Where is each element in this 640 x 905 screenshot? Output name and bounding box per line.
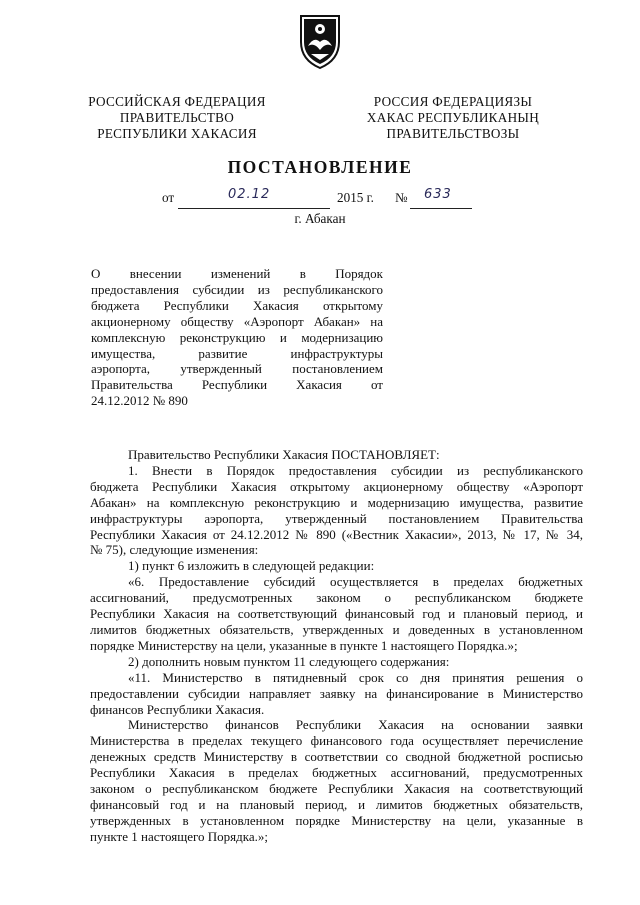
body-line: утвержденных в установленном порядке Министерству на цели, указанные в (90, 812, 583, 828)
body-line: законом о республиканском бюджете Республики Хакасия на соответствующий (90, 781, 583, 797)
body-line: № 75), следующие изменения: (90, 542, 259, 558)
body-line: «6. Предоставление субсидий осуществляется в пределах бюджетных (128, 574, 583, 590)
header-right-line: ХАКАС РЕСПУБЛИКАНЫҢ (366, 110, 540, 125)
body-line: Республики Хакасия от 24.12.2012 № 890 («Вестник Хакасии», 2013, № 17, № 34, (90, 526, 583, 542)
subject-line: аэропорта, утвержденный постановлением (91, 361, 383, 377)
number-sign: № (395, 190, 408, 205)
body-text (90, 447, 583, 845)
body-line: «11. Министерство в пятидневный срок со дня принятия решения о (128, 669, 583, 685)
body-line: Республики Хакасия в пределах бюджетных ассигнований, предусмотренных (90, 765, 583, 781)
coat-of-arms-emblem (297, 12, 343, 70)
header-left-block (72, 94, 282, 142)
header-right-line: ПРАВИТЕЛЬСТВОЗЫ (386, 126, 520, 141)
body-line: предоставлении субсидии направляет заявку на финансирование в Министерство (90, 685, 583, 701)
body-line: 1. Внести в Порядок предоставления субсидии из республиканского (128, 462, 583, 478)
body-line: финансовый год и на плановый период, и лимитов бюджетных обязательств, (90, 796, 583, 812)
subject-line: 24.12.2012 № 890 (91, 393, 188, 409)
body-line: денежных средств Министерству в соответствии со сводной бюджетной росписью (90, 749, 583, 765)
body-line: лимитов бюджетных обязательств, утвержденных и доведенных в установленном (90, 621, 583, 637)
header-left-line: РОССИЙСКАЯ ФЕДЕРАЦИЯ (88, 94, 266, 109)
body-line: Правительство Республики Хакасия ПОСТАНОВЛЯЕТ: (128, 447, 440, 462)
body-line: 1) пункт 6 изложить в следующей редакции: (128, 558, 375, 574)
subject-line: акционерному обществу «Аэропорт Абакан» на (91, 313, 383, 329)
subject-line: предоставления субсидии из республиканского (91, 281, 383, 297)
date-prefix: от (162, 190, 175, 205)
body-line: ассигнований, предусмотренных законом о республиканском бюджете (90, 590, 583, 606)
subject-line: бюджета Республики Хакасия открытому (91, 297, 383, 313)
header-right-block (348, 94, 558, 142)
body-line: порядке Министерству на цели, указанные в пункте 1 настоящего Порядка.»; (90, 637, 518, 653)
body-line: Министерства в пределах текущего финансового года осуществляет перечисление (90, 733, 583, 749)
year-label: 2015 г. (337, 190, 374, 205)
body-line: Абакан» на комплексную реконструкцию и модернизацию имущества, развитие (90, 494, 583, 510)
document-title: ПОСТАНОВЛЕНИЕ (227, 157, 413, 177)
subject-line: О внесении изменений в Порядок (91, 266, 383, 281)
subject-line: имущества, развитие инфраструктуры (91, 345, 383, 361)
handwritten-date: 02.12 (228, 187, 271, 202)
body-line: 2) дополнить новым пунктом 11 следующего содержания: (128, 653, 450, 669)
body-line: бюджета Республики Хакасия открытому акционерному обществу «Аэропорт (90, 478, 583, 494)
header-left-line: ПРАВИТЕЛЬСТВО (119, 110, 235, 125)
header-left-line: РЕСПУБЛИКИ ХАКАСИЯ (97, 126, 257, 141)
body-line: пункте 1 настоящего Порядка.»; (90, 828, 269, 844)
city-label: г. Абакан (294, 211, 346, 226)
header-right-line: РОССИЯ ФЕДЕРАЦИЯЗЫ (373, 94, 533, 109)
subject-line: Правительства Республики Хакасия от (91, 377, 383, 393)
body-line: финансов Республики Хакасия. (90, 701, 265, 717)
body-line: Министерство финансов Республики Хакасия на основании заявки (128, 717, 583, 733)
subject-line: комплексную реконструкцию и модернизацию (91, 329, 383, 345)
subject-block (91, 266, 383, 409)
handwritten-number: 633 (424, 187, 452, 202)
body-line: инфраструктуры аэропорта, утвержденный постановлением Правительства (90, 510, 583, 526)
body-line: Республики Хакасия на соответствующий финансовый год и плановый период, и (90, 606, 583, 622)
